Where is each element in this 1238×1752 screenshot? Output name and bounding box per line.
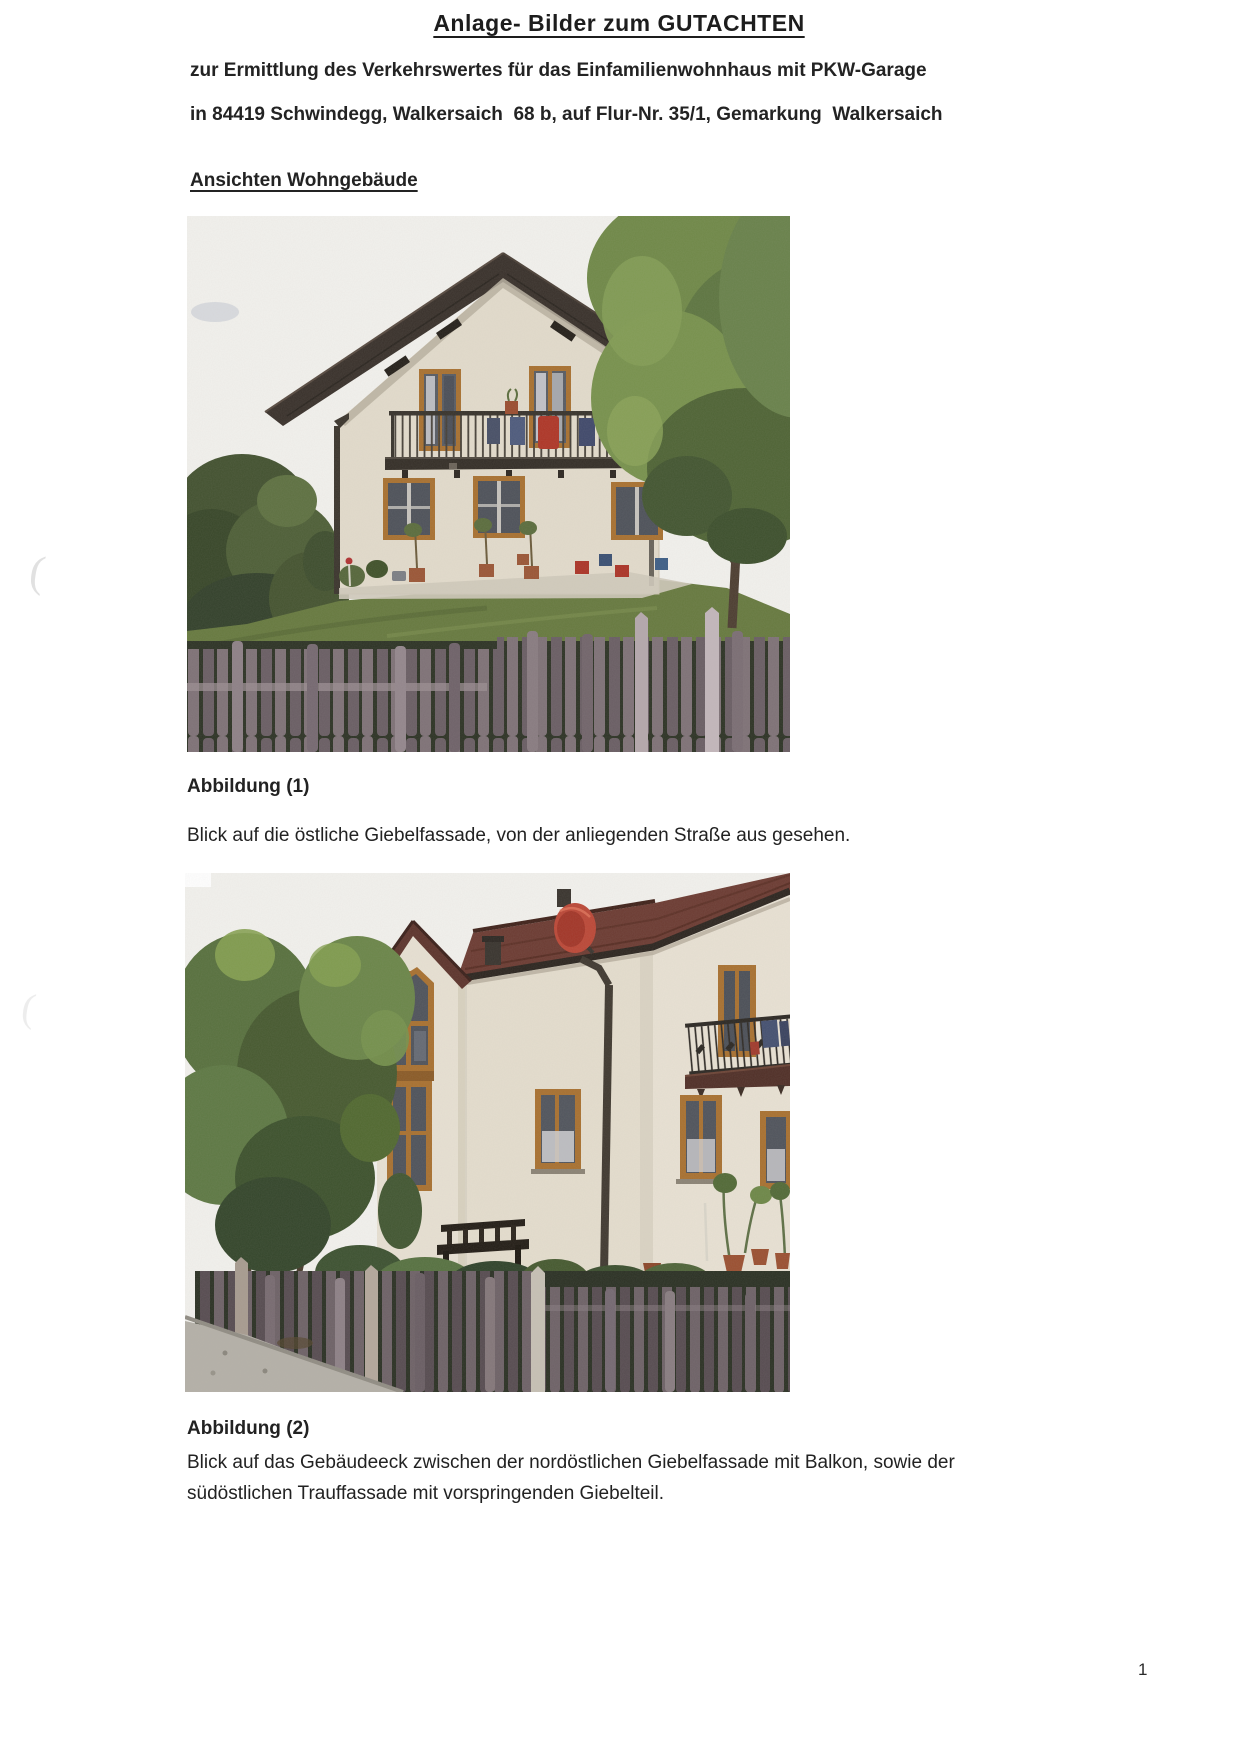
section-heading: Ansichten Wohngebäude: [190, 170, 418, 191]
page-title: Anlage- Bilder zum GUTACHTEN: [433, 10, 805, 36]
building-corner-photo: [185, 873, 790, 1392]
scan-artifact-paren: (: [18, 984, 39, 1031]
east-gable-facade-photo: [187, 216, 790, 752]
page-number: 1: [1138, 1660, 1148, 1679]
figure-2-label: Abbildung (2): [187, 1418, 310, 1439]
intro-line-2: in 84419 Schwindegg, Walkersaich 68 b, auf Flur-Nr. 35/1, Gemarkung Walkersaich: [190, 104, 943, 125]
intro-line-1: zur Ermittlung des Verkehrswertes für das Einfamilienwohnhaus mit PKW-Garage: [190, 60, 927, 81]
figure-2-caption: Blick auf das Gebäudeeck zwischen der nordöstlichen Giebelfassade mit Balkon, sowie der südöstlichen Trauffassade mit vorspringenden Giebelteil.: [187, 1452, 955, 1504]
figure-1-caption: Blick auf die östliche Giebelfassade, von der anliegenden Straße aus gesehen.: [187, 825, 851, 846]
figure-1-label: Abbildung (1): [187, 776, 310, 797]
scan-artifact-paren: (: [26, 546, 49, 597]
